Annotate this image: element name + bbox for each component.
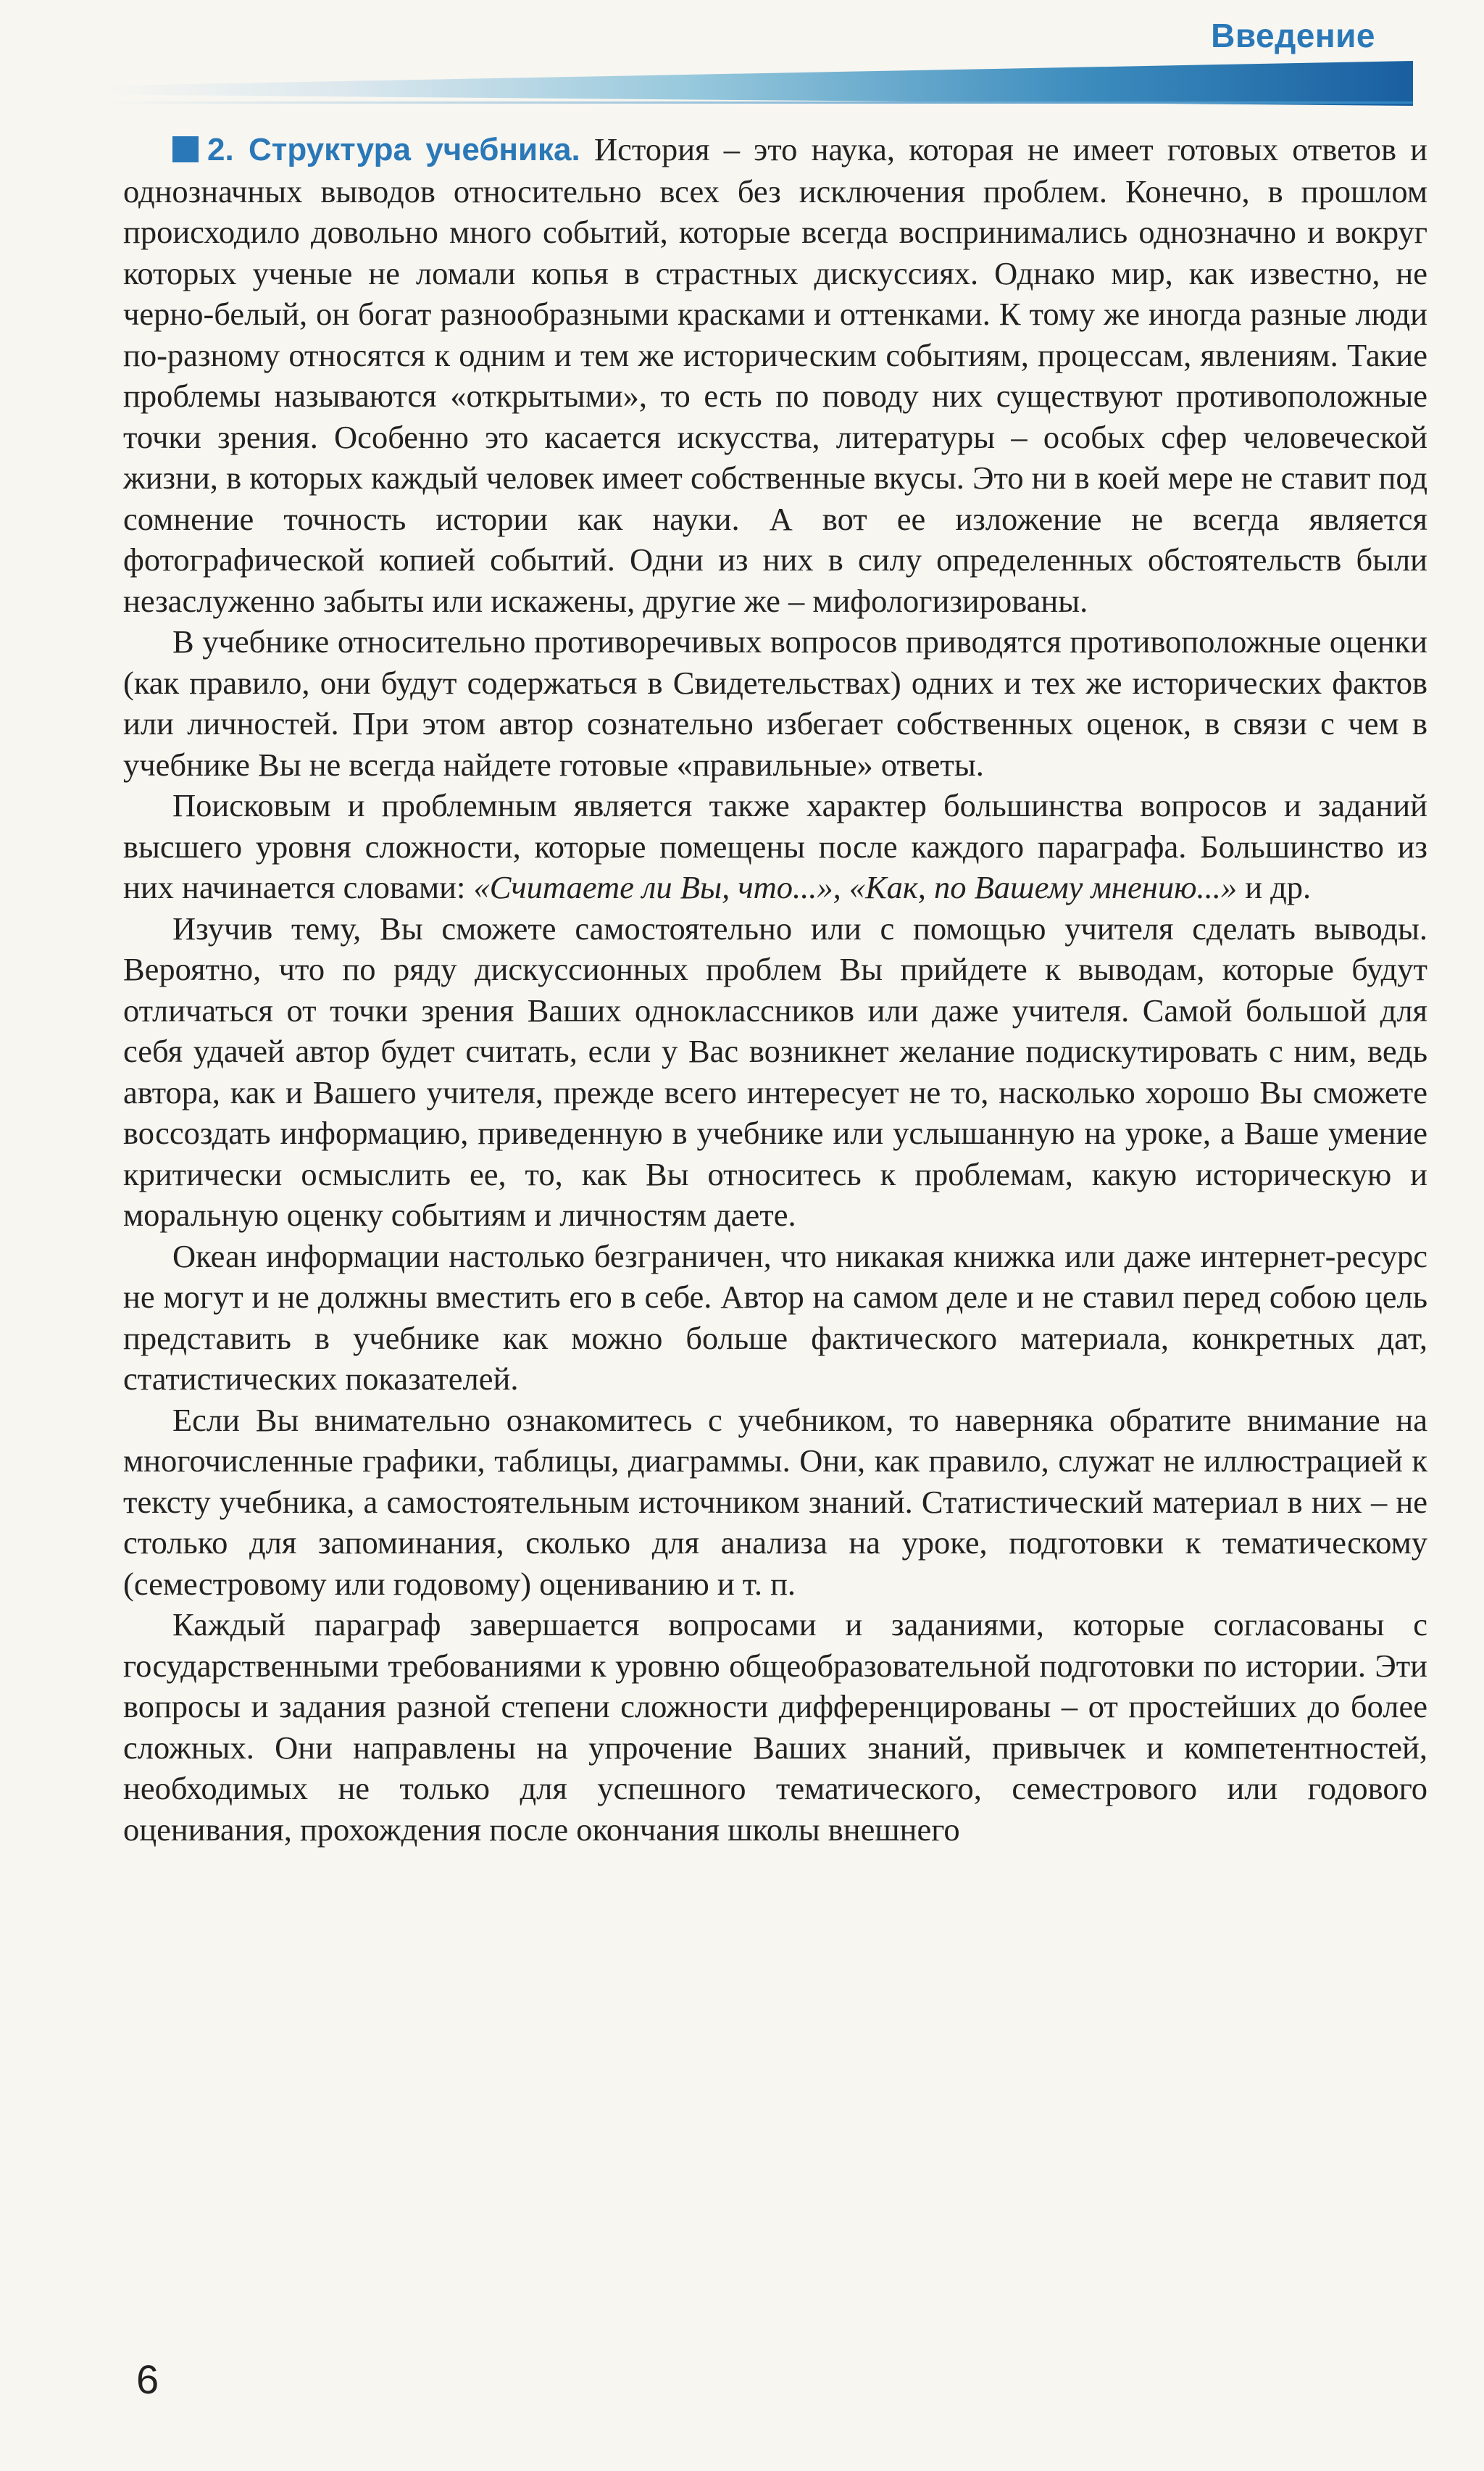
header-decorative-bar (109, 61, 1413, 106)
paragraph-3 (123, 785, 1427, 908)
header-rule (109, 101, 1413, 104)
page-number: 6 (136, 2356, 159, 2402)
section-lead-text: История – это наука, которая не имеет готовых ответов и однозначных выводов относительно всех без исключения проблем. Конечно, в прошлом происходило довольно много событий, которые всегда воспринимались однозначно и вокруг которых ученые не ломали копья в страстных дискуссиях. Однако мир, как известно, не черно-белый, он богат разнообразными красками и оттенками. К тому же иногда разные люди по-разному относятся к одним и тем же историческим событиям, процессам, явлениям. Такие проблемы называются «открытыми», то есть по поводу них существуют противоположные точки зрения. Особенно это касается искусства, литературы – особых сфер человеческой жизни, в которых каждый человек имеет собственные вкусы. Это ни в коей мере не ставит под сомнение точность истории как науки. А вот ее изложение не всегда является фотографической копией событий. Одни из них в силу определенных обстоятельств были незаслуженно забыты или искажены, другие же – мифологизированы. (123, 131, 1427, 619)
paragraph-5: Океан информации настолько безграничен, что никакая книжка или даже интернет-ресурс не могут и не должны вместить его в себе. Автор на самом деле и не ставил перед собою цель представить в учебнике как можно больше фактического материала, конкретных дат, статистических показателей. (123, 1237, 1427, 1397)
section-intro-paragraph (123, 129, 1427, 621)
paragraph-3-italic-quote: «Считаете ли Вы, что...», «Как, по Вашему мнению...» (473, 869, 1238, 905)
paragraph-3-end: и др. (1237, 869, 1312, 905)
section-heading: 2. Структура учебника. (207, 132, 580, 167)
paragraph-7: Каждый параграф завершается вопросами и заданиями, которые согласованы с государственными требованиями к уровню общеобразовательной подготовки по истории. Эти вопросы и задания разной степени сложности дифференцированы – от простейших до более сложных. Они направлены на упрочение Ваших знаний, привычек и компетентностей, необходимых не только для успешного тематического, семестрового или годового оценивания, прохождения после окончания школы внешнего (123, 1606, 1427, 1848)
paragraph-3-start: Поисковым и проблемным является также характер большинства вопросов и заданий высшего уровня сложности, которые помещены после каждого параграфа. Большинство из них начинается словами: (123, 787, 1427, 905)
blue-square-icon (172, 136, 199, 162)
paragraph-4: Изучив тему, Вы сможете самостоятельно или с помощью учителя сделать выводы. Вероятно, что по ряду дискуссионных проблем Вы прийдете к выводам, которые будут отличаться от точки зрения Ваших одноклассников или даже учителя. Самой большой для себя удачей автор будет считать, если у Вас возникнет желание подискутировать с ним, ведь автора, как и Вашего учителя, прежде всего интересует не то, насколько хорошо Вы сможете воссоздать информацию, приведенную в учебнике или услышанную на уроке, а Ваше умение критически осмыслить ее, то, как Вы относитесь к проблемам, какую историческую и моральную оценку событиям и личностям даете. (123, 910, 1427, 1233)
running-header-title: Введение (1211, 17, 1375, 54)
paragraph-2: В учебнике относительно противоречивых вопросов приводятся противоположные оценки (как правило, они будут содержаться в Свидетельствах) одних и тех же исторических фактов или личностей. При этом автор сознательно избегает собственных оценок, в связи с чем в учебнике Вы не всегда найдете готовые «правильные» ответы. (123, 623, 1427, 783)
page-body (123, 129, 1427, 1850)
paragraph-6: Если Вы внимательно ознакомитесь с учебником, то наверняка обратите внимание на многочисленные графики, таблицы, диаграммы. Они, как правило, служат не иллюстрацией к тексту учебника, а самостоятельным источником знаний. Статистический материал в них – не столько для запоминания, сколько для анализа на уроке, подготовки к тематическому (семестровому или годовому) оцениванию и т. п. (123, 1401, 1427, 1602)
